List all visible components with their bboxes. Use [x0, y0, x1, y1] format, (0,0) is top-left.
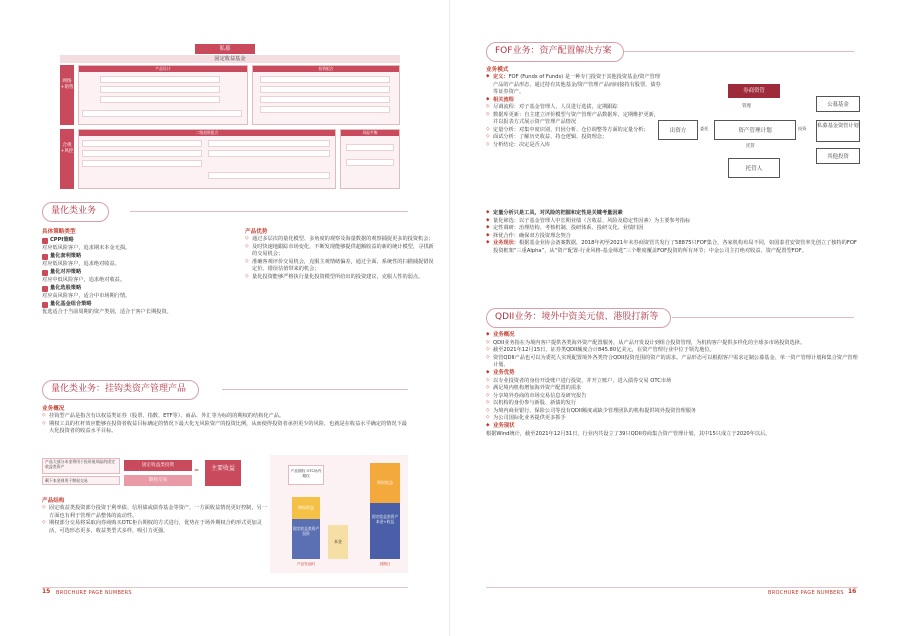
footer-line-right	[486, 587, 858, 588]
strategy-name: 量化选股策略	[50, 285, 82, 292]
fof-left-text	[486, 66, 661, 149]
qdii-status-text: 根据Wind统计，截至2021年12月31日，行业内共设立了39只QDII券商集合资产管理计划，其中15只成立于2020年以后。	[486, 430, 771, 437]
fof-flow-list	[486, 104, 661, 149]
footer-line	[42, 587, 408, 588]
pe-cell	[208, 150, 330, 157]
quant-title-line	[130, 211, 408, 212]
strategy-desc: 对应中低风险客户，追求绝对收益。	[42, 276, 126, 283]
pe-cell	[82, 150, 202, 157]
fof-diag-buy: 委托	[700, 126, 709, 131]
fof-flow-item: ◇ 数据库更新：自主建立评价模型与资产管理产品数据库，定期维护更新，并以报表方式展示资产管理产品情况	[486, 112, 661, 127]
strategy-icon	[42, 302, 48, 308]
bar-box-5: 固定收益类资产本金+收益	[370, 503, 400, 559]
qdii-overview-item: ◇ 资管QDII产品也可以为委托人实现配置境外各类符合QDII投资范围的资产的需求。产品形态可以根据客户需求定制公募基金、单一资产管理计划和集合资产管理计划。	[486, 355, 858, 370]
qdii-adv-item: ◇ 分享境外券商的市场交易信息及研究报告	[486, 393, 858, 401]
strategy-name: CPPI策略	[50, 237, 74, 244]
quant-strategies	[42, 228, 222, 316]
pe-cell	[208, 140, 330, 147]
qdii-section-title: QDII业务：境外中资美元债、港股打新等	[486, 308, 671, 328]
strategy-icon	[42, 286, 48, 292]
pe-cell	[82, 160, 202, 167]
fof-flow-item: ◇ 尽调流程：对子基金管理人、人员进行选拔，定期跟踪	[486, 104, 661, 112]
page-number-left: 15	[42, 588, 51, 596]
structured-structure	[42, 497, 272, 535]
strategy-list	[42, 237, 222, 316]
quant-adv-item: ◇ 准确客观评价交易机会，克服主观情绪偏差，通过全面、系统性的扫描捕捉错误定价、错误估值带来的机会；	[245, 259, 435, 274]
pe-cell	[208, 172, 330, 179]
flow-right: 主要收益	[205, 460, 241, 486]
pe-box-product-design: 产品设计	[78, 65, 248, 125]
pe-cell	[260, 76, 390, 83]
fof-diag-center: 资产管理计划	[714, 120, 796, 140]
pe-cell	[82, 110, 242, 117]
flow-mid-1: 固定收益类投资	[124, 460, 192, 471]
quant-adv-list	[245, 236, 435, 281]
structured-structure-list	[42, 505, 272, 535]
quant-adv-item: ◇ 通过多层次的量化模型、多角度的观察及海量数据的观察捕捉更多的投资机会；	[245, 236, 435, 244]
qdii-adv-list	[486, 378, 858, 423]
structured-structure-item: ◇ 固定收益类投资部分投资于利率债、信用债或债券基金等资产，一方面收益情况更好控制，另一方面也有利于管理产品整体的流动性。	[42, 505, 272, 520]
structured-overview-item: ◇ 期权工具的杠杆效应能够在投资者收益目标确定的情况下最大化无风险资产的投资比例，从而使得投资者承担更少的风险，也就是在收益水平确定的情况下最大化投资者的收益水平目标。	[42, 421, 412, 436]
pe-cell	[100, 86, 220, 93]
fof-flow-item: ◇ 面试分析：了解历史收益、持仓逻辑、投资理念；	[486, 134, 661, 142]
fof-flow-item: ◇ 分析结论：决定是否入库	[486, 142, 661, 150]
strategy-item-heading	[42, 301, 222, 309]
fof-diag-mgmt: 管理	[742, 104, 751, 109]
fof-diag-trustee: 托管人	[728, 158, 780, 178]
strategy-item-heading	[42, 253, 222, 261]
strategy-name: 量化基金组合策略	[50, 301, 92, 308]
structured-overview-heading: 业务概况	[42, 406, 65, 412]
qdii-adv-item: ◇ 满足境内机构增加海外资产配置的需求	[486, 385, 858, 393]
bar-box-4: 期权收益	[370, 463, 400, 503]
strategy-item-heading	[42, 285, 222, 293]
quant-section-title: 量化类业务	[42, 202, 109, 222]
page-number-right: 16	[848, 588, 857, 596]
pe-side-bottom: 合规+风控	[60, 129, 74, 189]
qdii-overview-item: ◇ QDII业务指在为境内客户提供各类海外资产配置服务，从产品开发设计到组合投资管理，为机构客户提供多样化的全球多市场投资选择。	[486, 340, 858, 348]
right-page	[450, 0, 900, 636]
fof-practice: ◆ 业务现状：根据基金业协会备案数据，2018年初至2021年末券商资管共发行了58875只FOF集合，各家机构布局不同，如国泰君安资管率先创立了独特的FOF投资框架“三重Alpha”，从“资产配置-行业风格-基金筛选”三个维度覆盖FOF投资的所有环节；中金公司主打绝对收益、资产配置型FOF。	[486, 240, 858, 255]
strategy-item-heading	[42, 269, 222, 277]
strategy-icon	[42, 270, 48, 276]
fof-key-heading: ◆ 定量分析只是工具，对风险的把握和定性是关键考量因素	[486, 210, 858, 218]
bar-box-top: 产品期权 OTC场内期权	[288, 465, 324, 485]
strategy-desc: 对应低风险客户，追求绝对收益。	[42, 260, 120, 267]
pe-cell	[260, 106, 390, 113]
qdii-adv-heading: ◆ 业务优势	[486, 370, 858, 378]
pe-cell	[82, 140, 202, 147]
fof-title-line	[624, 51, 854, 52]
pe-cell	[100, 96, 220, 103]
qdii-overview-list	[486, 340, 858, 370]
fof-key-list	[486, 218, 858, 241]
pe-cell	[346, 144, 394, 151]
fof-diag-right-1: 私募基金资管计划	[816, 120, 860, 142]
strategy-desc: 对应低风险客户，追求期末本金无损。	[42, 244, 131, 251]
bar-box-3: 本金	[328, 525, 348, 559]
pe-side-top: 网络+销售	[60, 65, 74, 125]
pe-box-risk: 风险平衡	[340, 129, 400, 189]
pe-cell	[260, 86, 390, 93]
bar-box-1: 期权收益	[292, 497, 320, 519]
strategy-icon	[42, 238, 48, 244]
quant-advantages	[245, 228, 435, 281]
bar-box-2: 固定收益类资产投资	[292, 519, 320, 559]
fof-diag-top: 券商资管	[728, 84, 780, 98]
structured-overview	[42, 405, 412, 436]
fof-diag-left: 出资方	[658, 120, 698, 140]
pe-cell	[100, 76, 220, 83]
fof-section-title: FOF业务：资产配置解决方案	[486, 42, 624, 62]
qdii-overview-item: ◇ 截至2021年12月15日，证券类QDII额度合计845.80亿美元，在资产管理行业中位于领先地位。	[486, 347, 858, 355]
strategy-heading: 具体策略类型	[42, 229, 76, 235]
structured-overview-list	[42, 413, 412, 436]
strategy-name: 量化对冲策略	[50, 269, 82, 276]
pe-cell	[346, 159, 394, 166]
flow-left-1: 产品大部分本金将用于投资低风险的固定收益类资产	[42, 458, 120, 474]
qdii-adv-item: ◇ 以机构的身份参与新股、新债的发行	[486, 400, 858, 408]
strategy-item-heading	[42, 237, 222, 245]
fof-flow-heading: ◆ 相关流程	[486, 97, 661, 105]
fof-diag-custody: 托管	[746, 144, 755, 149]
flow-left-2: 剩下本金则用于期权交易	[42, 476, 120, 485]
pe-box-secondary: 二级投资组合	[78, 129, 336, 189]
structured-overview-item: ◇ 挂钩型产品是指含有以权益类证券（股票、指数、ETF等）、商品、外汇等为标的的期权的结构化产品。	[42, 413, 412, 421]
private-equity-table	[60, 44, 400, 196]
fof-diag-right-0: 公募基金	[816, 96, 860, 112]
quant-adv-heading: 产品优势	[245, 229, 268, 235]
structured-structure-item: ◇ 期权部分交易将采取向券商购买OTC柜台期权的方式进行，优势在于场外期权合约形式更加灵活，可选形态更多，收益类型式多样，吸引力更强。	[42, 520, 272, 535]
qdii-block	[486, 332, 858, 438]
qdii-adv-item: ◇ 为境内商业银行、保险公司等没有QDII额度或缺少管理团队的机构提供境外投资管理服务	[486, 408, 858, 416]
pe-mgmt-bar: 固定收益基金	[60, 55, 400, 63]
strategy-icon	[42, 254, 48, 260]
fof-key-item: ◆ 择优合作：确保双方投资理念契合	[486, 233, 858, 241]
fof-flow-item: ◇ 定量分析：对集中度识别、归因分析、仓位调整等方面的定量分析；	[486, 127, 661, 135]
qdii-overview-heading: ◆ 业务概况	[486, 332, 858, 340]
quant-adv-item: ◇ 量化投资能够严格执行量化投资模型所给出的投资建议，克服人性的弱点。	[245, 274, 435, 282]
qdii-title-line	[672, 317, 854, 318]
quant-adv-item: ◇ 及时快速地跟踪市场变化，不断发现能够提供超额收益的新的统计模型，寻找新的交易机会；	[245, 244, 435, 259]
qdii-adv-item: ◇ 以专业投资者的身份开设账户进行投资，并开立账户，进入债券交易 OTC市场	[486, 378, 858, 386]
pe-box-portfolio: 投资组合	[252, 65, 400, 125]
structured-title-line	[222, 389, 408, 390]
strategy-desc: 优选适合于当前周期的资产类别，适合于客户长期投资。	[42, 308, 172, 315]
fof-def: ◆ 定义：FOF (Funds of Funds) 是一种专门投资于其他投资基金/资产管理产品的产品形态，通过持有其他基金/资产管理产品而间接持有股票、债券等证券资产。	[486, 74, 661, 97]
bar-label-1: 产品发起时	[296, 562, 316, 566]
pe-title: 私募	[195, 44, 255, 54]
qdii-status-heading: ◆ 业务现状	[486, 423, 858, 431]
qdii-adv-item: ◇ 为公司国际化业务提供更多抓手	[486, 415, 858, 423]
structured-bar-illustration	[270, 455, 408, 573]
fof-diagram	[668, 80, 858, 210]
structured-section-title: 量化类业务：挂钩类资产管理产品	[42, 380, 199, 400]
fof-key-item: ◆ 量化筛选：以子基金管理人中长期业绩（含收益、风险及稳定性因素）为主要参考指标	[486, 218, 858, 226]
fof-key-item: ◆ 定性调研：治理结构、考核机制、投研体系、投研文化、业绩归因	[486, 225, 858, 233]
strategy-name: 量化套利策略	[50, 253, 82, 260]
equals-icon: =	[194, 467, 200, 474]
strategy-desc: 对应高风险客户，适合中市场期行情。	[42, 292, 131, 299]
structured-structure-heading: 产品结构	[42, 498, 65, 504]
fof-diag-invest: 投资	[798, 126, 807, 131]
footer-text-right: BROCHURE PAGE NUMBERS	[768, 589, 844, 596]
fof-key-block	[486, 210, 858, 255]
footer-text-left: BROCHURE PAGE NUMBERS	[56, 589, 132, 596]
fof-model-heading: 业务模式	[486, 67, 509, 73]
flow-mid-2: 期权交易	[124, 475, 192, 486]
fof-diag-right-2: 其他投资	[816, 148, 860, 164]
pe-cell	[260, 96, 390, 103]
bar-label-2: 到期日	[379, 562, 391, 566]
